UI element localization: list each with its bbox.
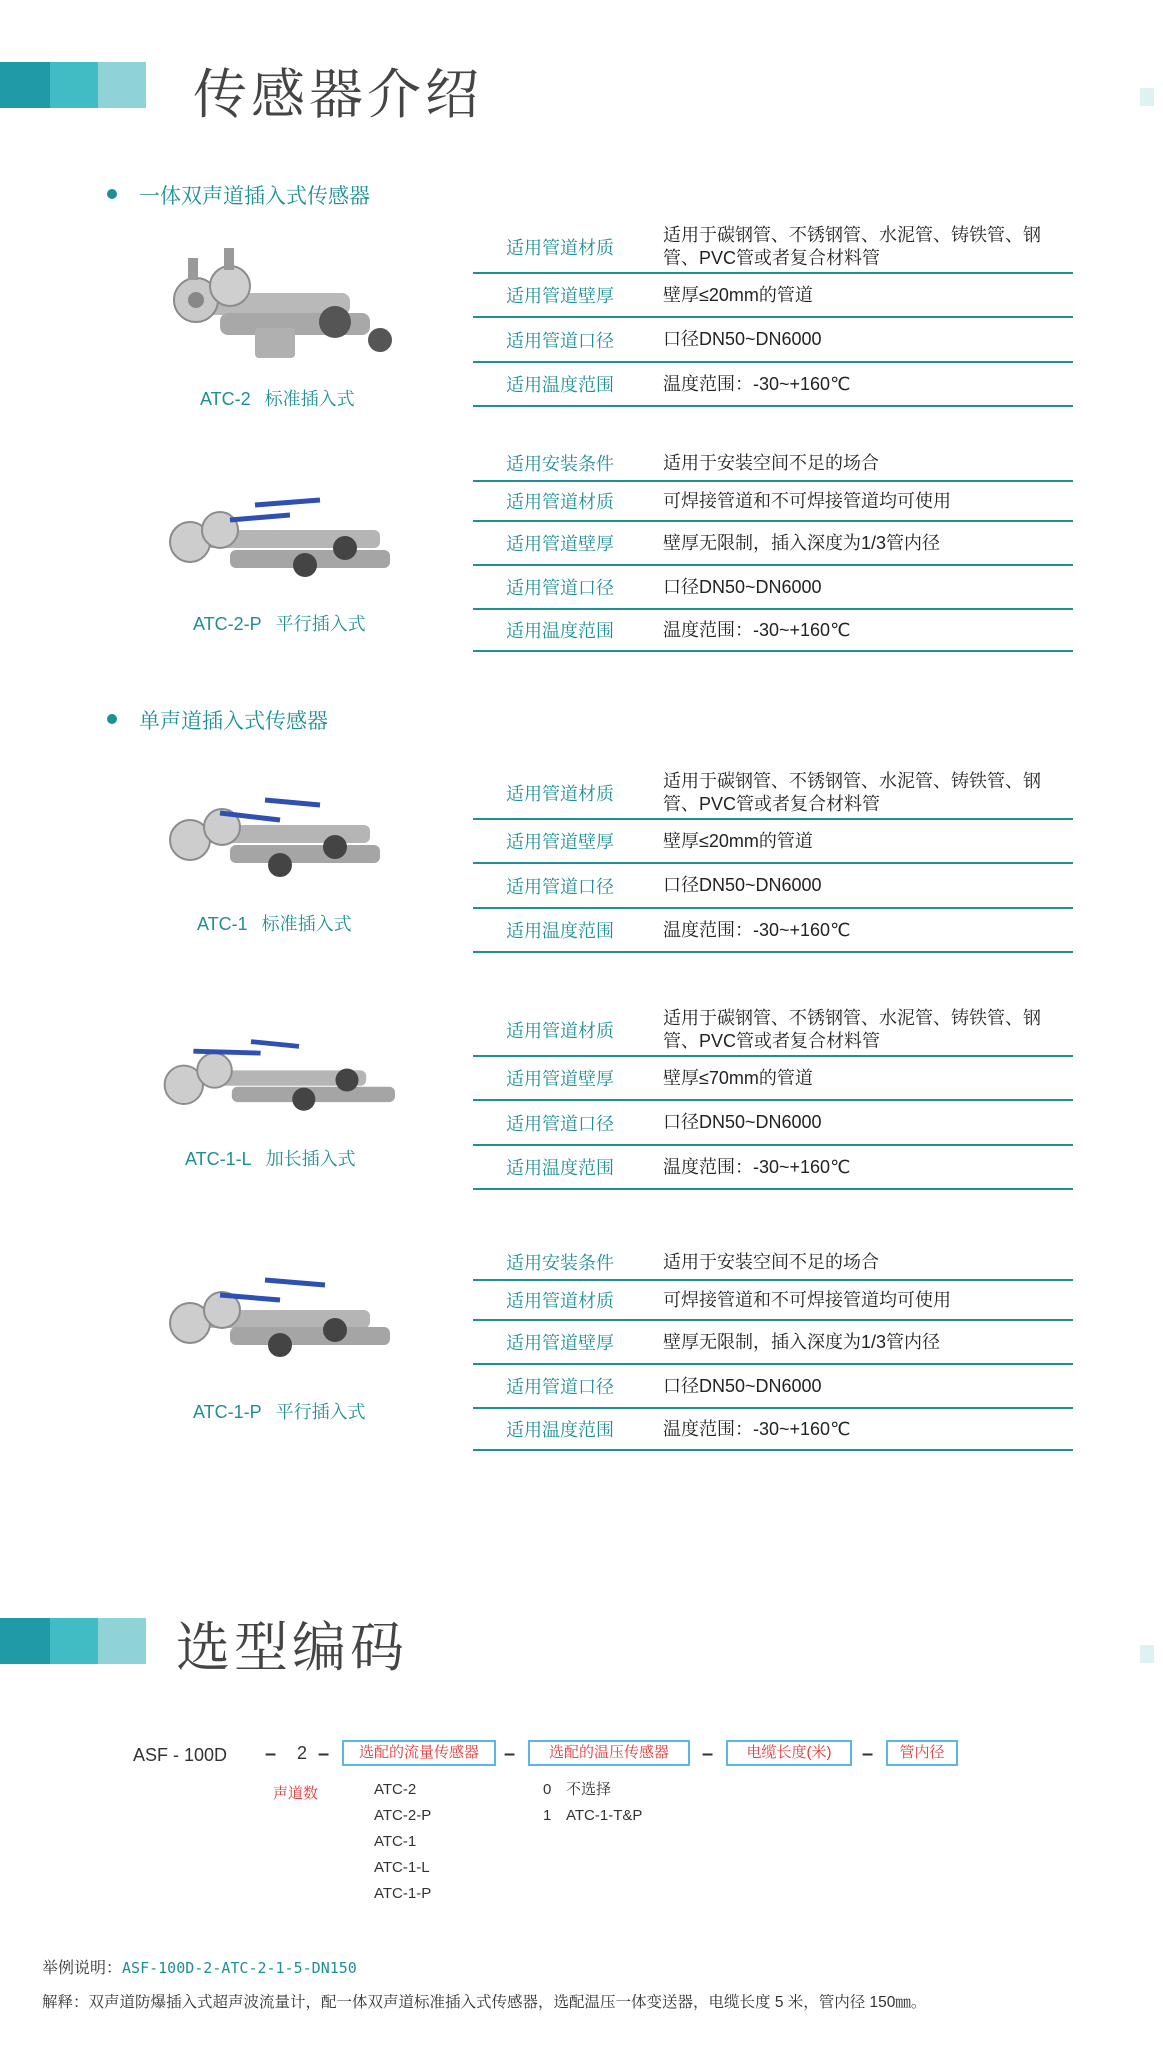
product-image-atc1l	[155, 1015, 395, 1145]
spec-row: 适用管道材质 适用于碳钢管、不锈钢管、水泥管、铸铁管、钢管、PVC管或者复合材料管	[473, 222, 1073, 274]
product-type: 加长插入式	[265, 1149, 356, 1169]
spec-table-atc1l	[473, 1005, 1073, 1190]
spec-row: 适用温度范围 温度范围：-30~+160℃	[473, 1409, 1073, 1451]
product-caption	[197, 910, 352, 936]
product-image-atc1p	[160, 1255, 400, 1385]
list-item: 不选择	[566, 1781, 612, 1798]
explanation-line	[42, 1990, 1157, 2012]
section-header-bar	[0, 1618, 146, 1664]
product-caption	[193, 1398, 366, 1424]
explanation-label: 解释：	[42, 1994, 89, 2011]
example-code: ASF-100D-2-ATC-2-1-5-DN150	[122, 1959, 357, 1977]
list-item: ATC-1-L	[374, 1859, 430, 1876]
product-caption	[200, 385, 355, 411]
spec-row: 适用温度范围 温度范围：-30~+160℃	[473, 610, 1073, 652]
bullet-icon	[107, 714, 117, 724]
spec-row: 适用管道壁厚 壁厚≤20mm的管道	[473, 820, 1073, 864]
spec-row: 适用管道口径 口径DN50~DN6000	[473, 1365, 1073, 1409]
spec-row: 适用温度范围 温度范围：-30~+160℃	[473, 363, 1073, 407]
product-type: 标准插入式	[264, 389, 355, 409]
group-heading-single: 单声道插入式传感器	[107, 705, 328, 735]
spec-row: 适用管道材质 可焊接管道和不可焊接管道均可使用	[473, 1281, 1073, 1321]
code-dash: –	[504, 1743, 516, 1765]
code-dash: –	[862, 1743, 874, 1765]
flow-sensor-box: 选配的流量传感器	[342, 1740, 496, 1766]
code-dash: –	[702, 1743, 714, 1765]
code-section-title: 选型编码	[176, 1616, 408, 1679]
spec-row: 适用安装条件 适用于安装空间不足的场合	[473, 446, 1073, 482]
product-model: ATC-2	[200, 389, 251, 409]
list-item: 0	[543, 1781, 552, 1798]
temp-options-list	[566, 1777, 642, 1829]
example-line	[42, 1955, 357, 1978]
spec-row: 适用温度范围 温度范围：-30~+160℃	[473, 909, 1073, 953]
temp-sensor-box: 选配的温压传感器	[528, 1740, 690, 1766]
product-caption	[193, 610, 366, 636]
product-type: 平行插入式	[275, 614, 366, 634]
product-model: ATC-1-P	[193, 1402, 262, 1422]
example-label: 举例说明：	[42, 1960, 123, 1977]
spec-table-atc1p	[473, 1245, 1073, 1451]
pipe-diameter-box: 管内径	[886, 1740, 958, 1766]
code-dash: –	[318, 1743, 330, 1765]
code-dash: –	[265, 1743, 277, 1765]
spec-row: 适用管道口径 口径DN50~DN6000	[473, 864, 1073, 909]
spec-table-atc1	[473, 768, 1073, 953]
spec-row: 适用管道材质 适用于碳钢管、不锈钢管、水泥管、铸铁管、钢管、PVC管或者复合材料管	[473, 768, 1073, 820]
spec-row: 适用管道壁厚 壁厚无限制，插入深度为1/3管内径	[473, 522, 1073, 566]
section-header-bar	[0, 62, 146, 108]
list-item: ATC-2-P	[374, 1807, 432, 1824]
spec-row: 适用管道材质 可焊接管道和不可焊接管道均可使用	[473, 482, 1073, 522]
spec-row: 适用管道壁厚 壁厚≤70mm的管道	[473, 1057, 1073, 1101]
spec-row: 适用管道口径 口径DN50~DN6000	[473, 566, 1073, 610]
list-item: ATC-1	[374, 1833, 417, 1850]
spec-table-atc2	[473, 222, 1073, 407]
product-image-atc2p	[160, 480, 400, 610]
product-image-atc1	[160, 775, 400, 905]
spec-row: 适用管道材质 适用于碳钢管、不锈钢管、水泥管、铸铁管、钢管、PVC管或者复合材料管	[473, 1005, 1073, 1057]
list-item: ATC-1-P	[374, 1885, 432, 1902]
spec-row: 适用管道口径 口径DN50~DN6000	[473, 318, 1073, 363]
product-type: 标准插入式	[261, 914, 352, 934]
product-image-atc2	[160, 238, 400, 368]
spec-row: 适用管道口径 口径DN50~DN6000	[473, 1101, 1073, 1146]
spec-row: 适用安装条件 适用于安装空间不足的场合	[473, 1245, 1073, 1281]
group-heading-dual: 一体双声道插入式传感器	[107, 180, 370, 210]
bullet-icon	[107, 189, 117, 199]
spec-row: 适用管道壁厚 壁厚无限制，插入深度为1/3管内径	[473, 1321, 1073, 1365]
explanation-text: 双声道防爆插入式超声波流量计，配一体双声道标准插入式传感器，选配温压一体变送器，电缆长度 5 米，管内径 150㎜。	[88, 1994, 927, 2011]
code-prefix: ASF - 100D	[133, 1745, 228, 1765]
code-channels: 2	[297, 1743, 308, 1763]
product-model: ATC-1	[197, 914, 248, 934]
spec-row: 适用温度范围 温度范围：-30~+160℃	[473, 1146, 1073, 1190]
list-item: ATC-2	[374, 1781, 417, 1798]
corner-decoration	[1140, 1645, 1154, 1663]
intro-section-title: 传感器介绍	[193, 63, 483, 126]
channels-label: 声道数	[273, 1785, 319, 1802]
corner-decoration	[1140, 88, 1154, 106]
flow-options-list	[374, 1777, 431, 1907]
product-model: ATC-1-L	[185, 1149, 252, 1169]
temp-codes-list	[543, 1777, 551, 1829]
spec-table-atc2p	[473, 446, 1073, 652]
spec-row: 适用管道壁厚 壁厚≤20mm的管道	[473, 274, 1073, 318]
list-item: ATC-1-T&P	[566, 1807, 643, 1824]
product-model: ATC-2-P	[193, 614, 262, 634]
product-caption	[185, 1145, 356, 1171]
cable-length-box: 电缆长度(米)	[726, 1740, 852, 1766]
list-item: 1	[543, 1807, 552, 1824]
product-type: 平行插入式	[275, 1402, 366, 1422]
